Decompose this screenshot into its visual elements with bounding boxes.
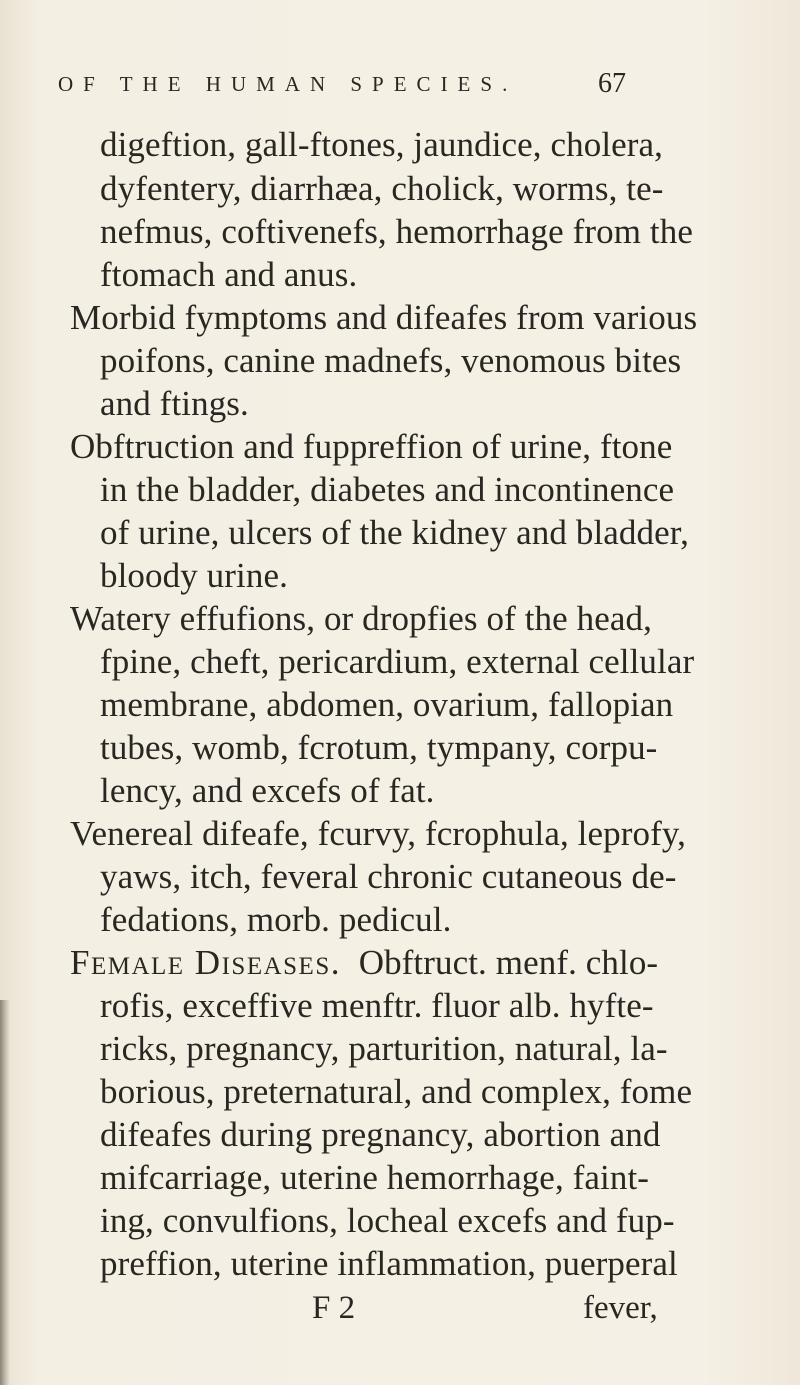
- text-line: ing, convulfions, locheal excefs and fup-: [100, 1201, 675, 1240]
- page-number: 67: [598, 68, 626, 99]
- text-line: mifcarriage, uterine hemorrhage, faint-: [100, 1158, 650, 1197]
- text-line: Morbid fymptoms and difeafes from various: [70, 298, 698, 337]
- text-line: Obftruct. menf. chlo-: [358, 943, 659, 982]
- spine-shadow: [0, 1000, 10, 1385]
- running-head-title: OF THE HUMAN SPECIES.: [58, 72, 518, 96]
- text-line: yaws, itch, feveral chronic cutaneous de-: [100, 857, 677, 896]
- text-line: ftomach and anus.: [100, 255, 358, 294]
- text-line: and ftings.: [100, 384, 249, 423]
- text-line: nefmus, coftivenefs, hemorrhage from the: [100, 212, 693, 251]
- catchword: fever,: [583, 1290, 658, 1326]
- text-line: bloody urine.: [100, 556, 288, 595]
- text-line: tubes, womb, fcrotum, tympany, corpu-: [100, 728, 658, 767]
- text-line: digeftion, gall-ftones, jaundice, cholera,: [100, 125, 664, 164]
- text-line: Obftruction and fuppreffion of urine, ftone: [70, 427, 673, 466]
- running-head: [58, 72, 678, 112]
- text-line: Venereal difeafe, fcurvy, fcrophula, leprofy,: [70, 814, 687, 853]
- text-line: rofis, exceffive menftr. fluor alb. hyfte-: [100, 986, 654, 1025]
- text-line: ricks, pregnancy, parturition, natural, la-: [100, 1029, 668, 1068]
- section-heading: Female Diseases.: [70, 943, 341, 982]
- text-line: fpine, cheft, pericardium, external cellular: [100, 642, 695, 681]
- text-line: preffion, uterine inflammation, puerperal: [100, 1244, 678, 1283]
- text-line: poifons, canine madnefs, venomous bites: [100, 341, 682, 380]
- text-line: borious, preternatural, and complex, fome: [100, 1072, 693, 1111]
- text-line: difeafes during pregnancy, abortion and: [100, 1115, 661, 1154]
- text-line: fedations, morb. pedicul.: [100, 900, 452, 939]
- female-diseases-line: [70, 944, 658, 982]
- signature-mark: F 2: [312, 1290, 356, 1326]
- text-line: in the bladder, diabetes and incontinence: [100, 470, 675, 509]
- text-line: membrane, abdomen, ovarium, fallopian: [100, 685, 674, 724]
- text-line: of urine, ulcers of the kidney and bladder,: [100, 513, 689, 552]
- text-line: dyfentery, diarrhæa, cholick, worms, te-: [100, 169, 664, 208]
- text-line: Watery effufions, or dropfies of the head,: [70, 599, 652, 638]
- text-line: lency, and excefs of fat.: [100, 771, 435, 810]
